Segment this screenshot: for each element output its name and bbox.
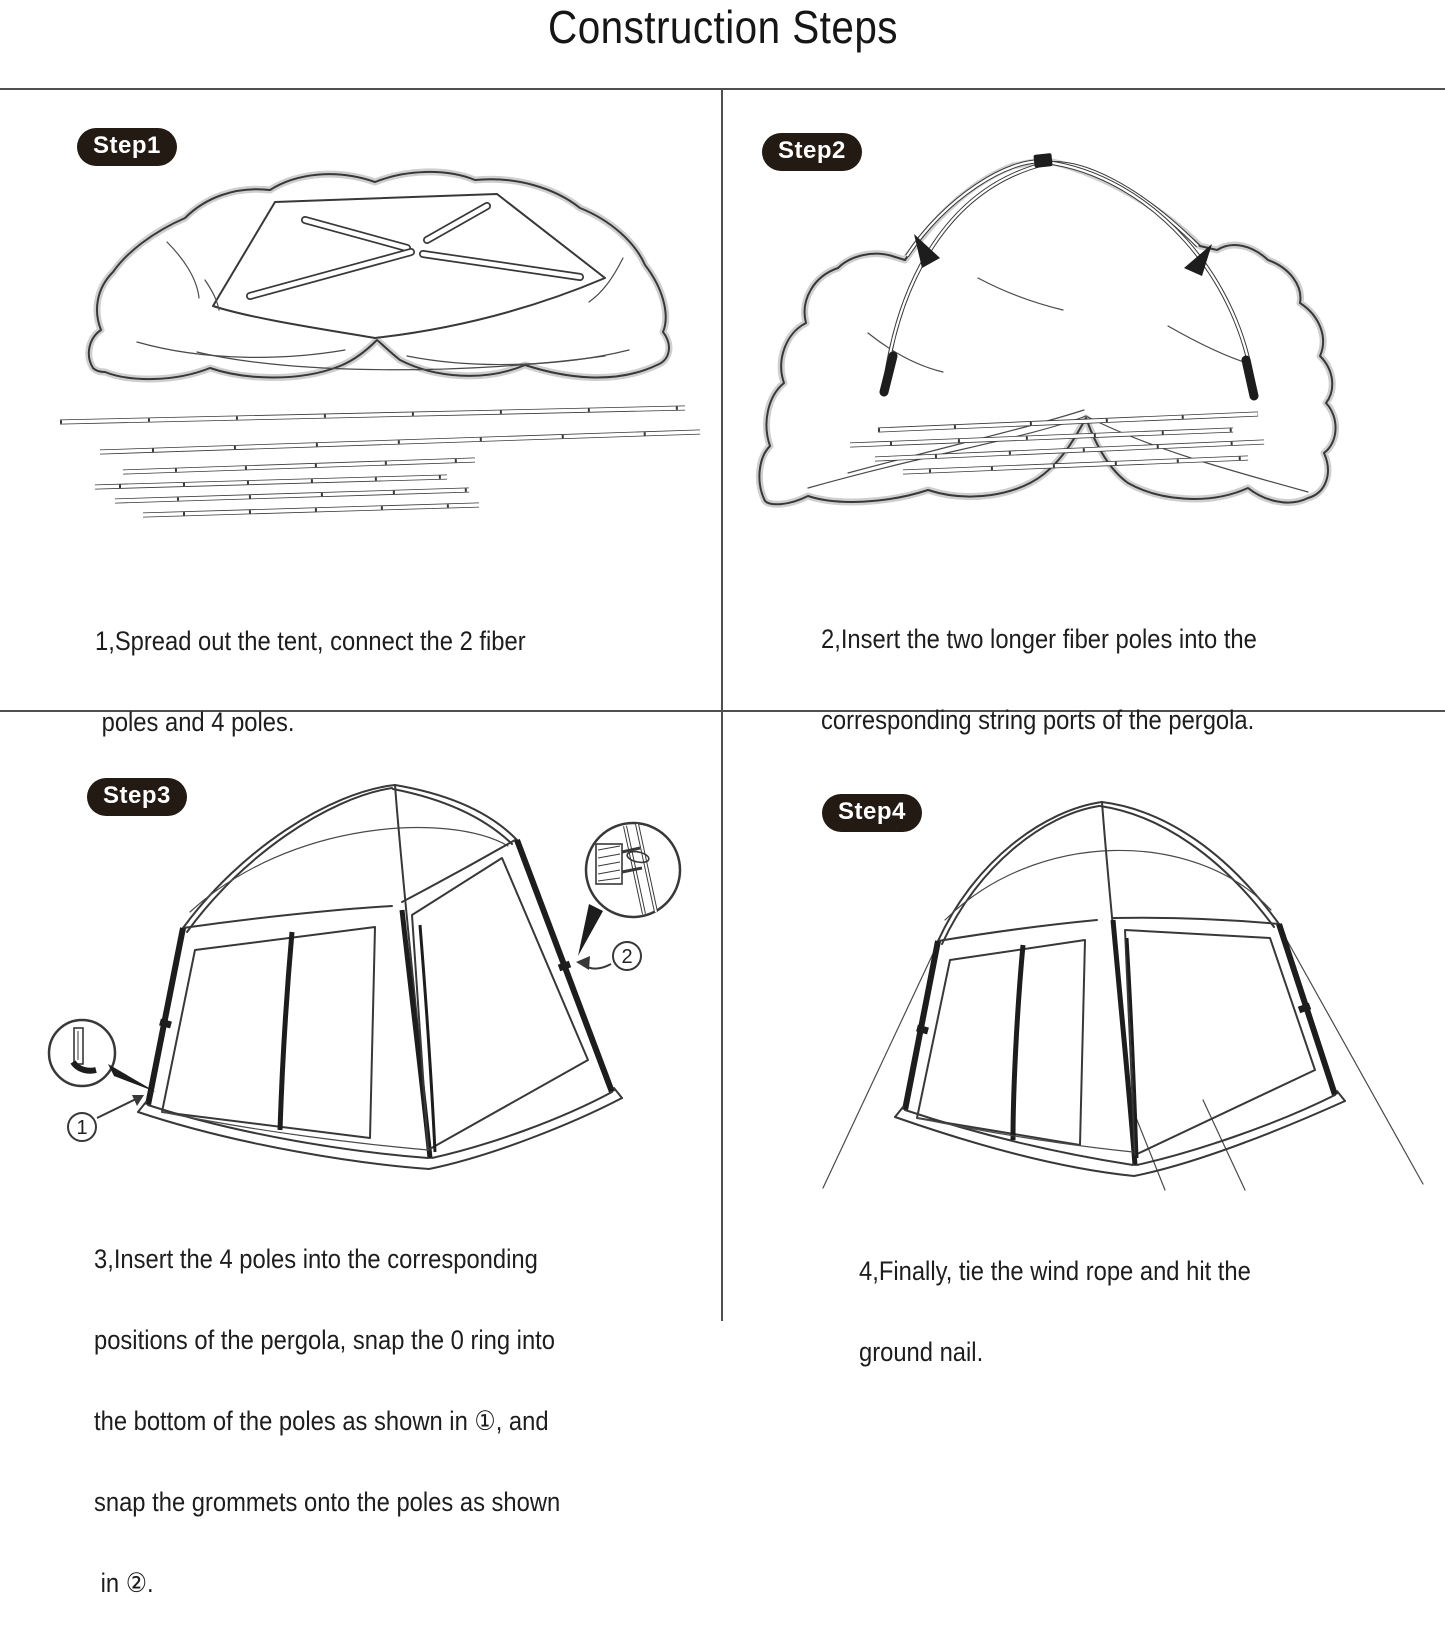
door-zip-strip xyxy=(280,932,292,1130)
pole-clip-left xyxy=(917,1028,928,1031)
step3-instruction-line: the bottom of the poles as shown in ①, and xyxy=(94,1406,549,1436)
callout-2 xyxy=(576,942,641,970)
corner-pole-left xyxy=(148,928,183,1105)
step1-panel xyxy=(0,88,721,737)
assembled-tent-drawing xyxy=(138,785,622,1169)
magnifier-pointer xyxy=(108,1064,156,1092)
staked-tent-drawing xyxy=(823,802,1423,1190)
apex-connector xyxy=(1033,153,1052,168)
wind-rope xyxy=(823,943,938,1188)
grommet-detail-magnifier xyxy=(578,823,680,956)
step1-instruction-line: 1,Spread out the tent, connect the 2 fiber xyxy=(95,626,526,656)
wind-rope xyxy=(1279,926,1423,1184)
step3-badge: Step3 xyxy=(87,778,187,816)
step1-instruction-line: poles and 4 poles. xyxy=(95,707,295,737)
corner-pole-left xyxy=(905,941,938,1110)
page-title: Construction Steps xyxy=(547,1,898,53)
pin-detail-magnifier xyxy=(49,1020,156,1092)
step1-illustration xyxy=(45,160,705,526)
step4-instruction-line: 4,Finally, tie the wind rope and hit the xyxy=(859,1256,1251,1286)
step1-badge: Step1 xyxy=(77,128,177,166)
step3-instruction-line: snap the grommets onto the poles as shown xyxy=(94,1487,561,1517)
step4-badge: Step4 xyxy=(822,794,922,832)
step3-illustration xyxy=(40,760,720,1192)
step3-instruction xyxy=(94,1192,560,1651)
step2-panel xyxy=(723,88,1445,735)
step2-badge: Step2 xyxy=(762,133,862,171)
step3-instruction-line: positions of the pergola, snap the 0 ring into xyxy=(94,1325,555,1355)
svg-text:2: 2 xyxy=(621,946,633,968)
step3-instruction-line: in ②. xyxy=(94,1568,154,1598)
step2-instruction-line: 2,Insert the two longer fiber poles into the xyxy=(821,624,1257,654)
magnifier-pointer xyxy=(578,904,603,956)
svg-text:1: 1 xyxy=(76,1117,88,1139)
step4-instruction-line: ground nail. xyxy=(859,1337,984,1367)
step4-illustration xyxy=(775,760,1445,1192)
callout-1 xyxy=(68,1095,144,1141)
spread-tent-drawing xyxy=(89,172,669,379)
step3-instruction-line: 3,Insert the 4 poles into the corresponding xyxy=(94,1244,538,1274)
step4-instruction xyxy=(859,1204,1251,1420)
loose-poles xyxy=(60,408,700,515)
pole-clip-left xyxy=(160,1022,171,1025)
door-zip-strip xyxy=(1013,945,1023,1140)
callout-2-arrow xyxy=(576,956,590,970)
step2-illustration xyxy=(728,128,1443,528)
pole-clip-right xyxy=(1299,1006,1310,1010)
pole-clip-right xyxy=(559,964,570,968)
step4-panel xyxy=(723,712,1445,1367)
step3-panel xyxy=(0,712,721,1598)
step2-instruction-line: corresponding string ports of the pergola. xyxy=(821,705,1255,735)
